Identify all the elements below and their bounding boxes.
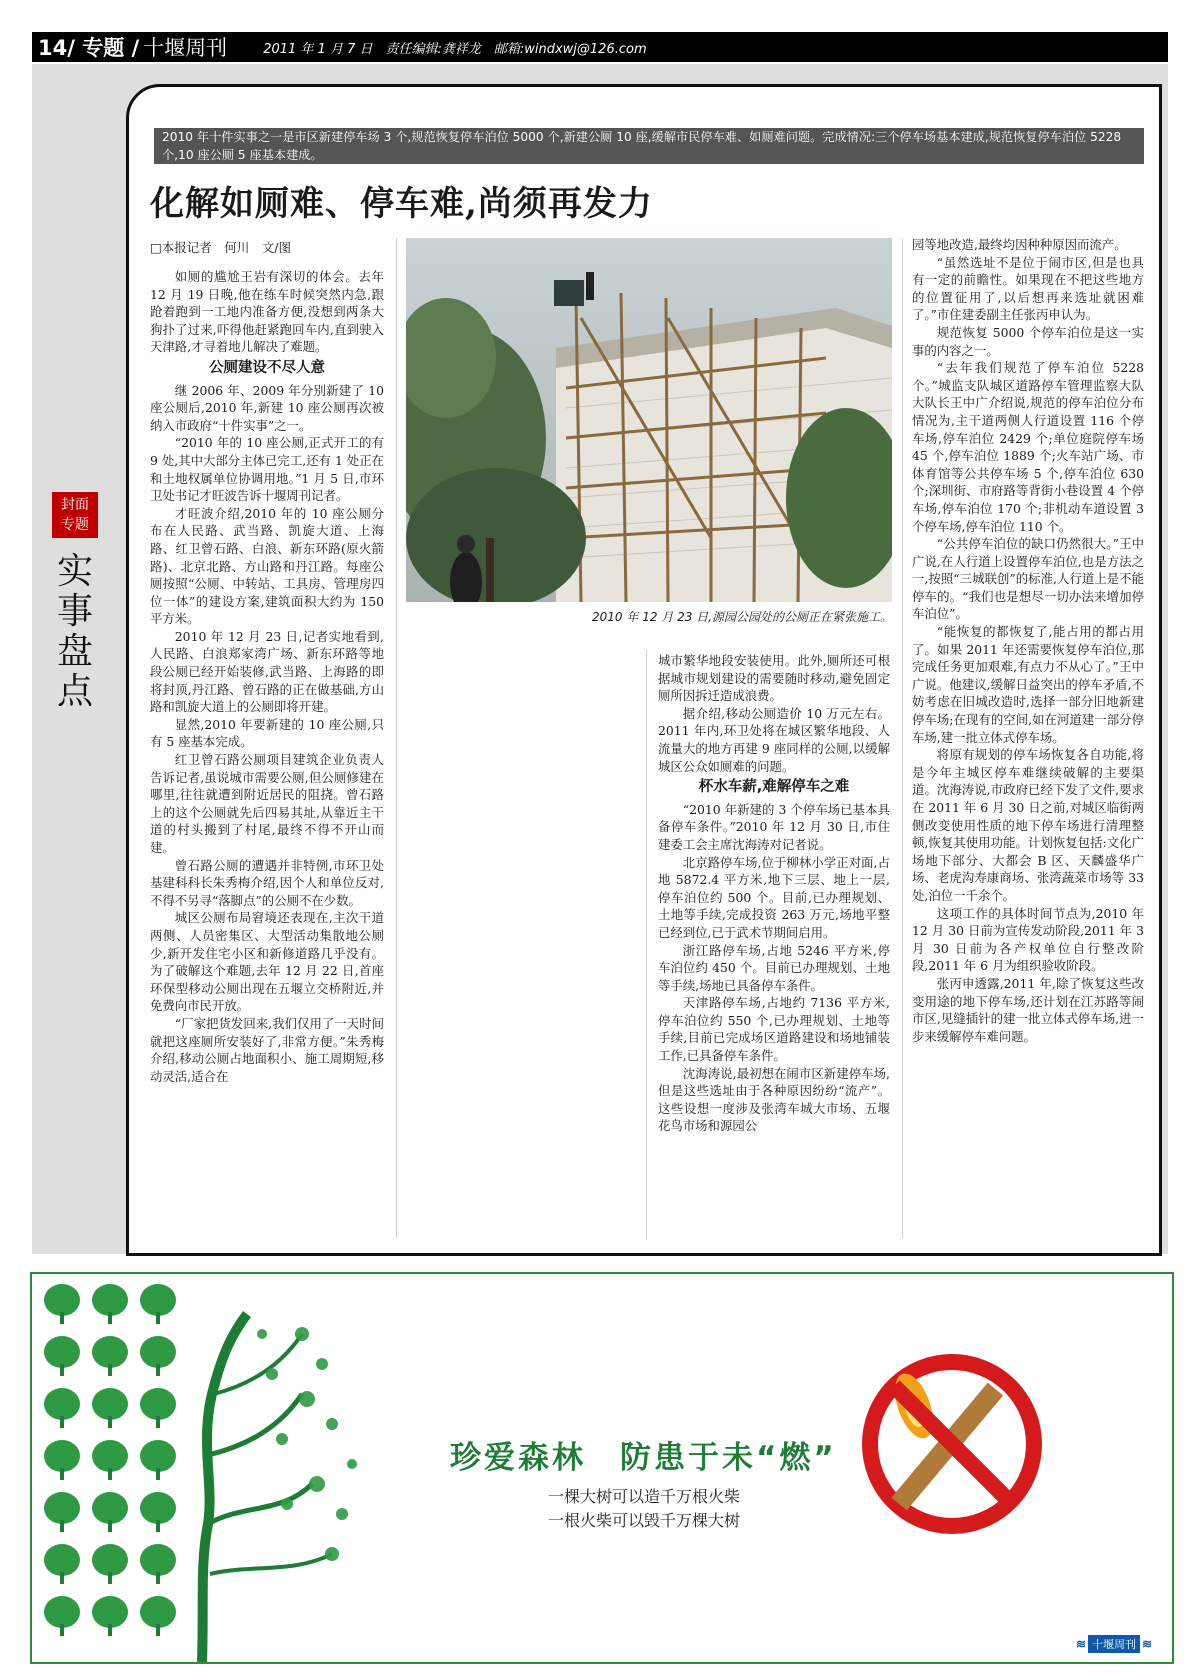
paragraph: 继 2006 年、2009 年分别新建了 10 座公厕后,2010 年,新建 10 座公厕再次被纳入市政府“十件实事”之一。: [150, 382, 384, 433]
construction-photo: [406, 238, 892, 602]
paragraph: “2010 年的 10 座公厕,正式开工的有 9 处,其中大部分主体已完工,还有 1 处正在和土地权属单位协调用地。”1 月 5 日,市环卫处书记才旺波告诉十堰周刊记者。: [150, 435, 384, 504]
paragraph: 红卫曾石路公厕项目建筑企业负责人告诉记者,虽说城市需要公厕,但公厕修建在哪里,往往就遭到附近居民的阻挠。曾石路上的这个公厕就先后四易其址,从靠近主干道的村头搬到了村尾,最终不得不开山而建。: [150, 752, 384, 855]
paragraph: 北京路停车场,位于柳林小学正对面,占地 5872.4 平方米,地下三层、地上一层,停车泊位约 500 个。目前,已办理规划、土地等手续,完成投资 263 万元,场地平整已经到位,已于武术节期间启用。: [658, 854, 890, 940]
ad-line-1: 一棵大树可以造千万根火柴: [548, 1487, 741, 1506]
small-tree-icon: [140, 1388, 176, 1428]
small-tree-icon: [44, 1336, 80, 1376]
column-rule: [902, 238, 903, 1238]
small-tree-icon: [140, 1284, 176, 1324]
small-tree-icon: [140, 1440, 176, 1480]
small-tree-icon: [92, 1596, 128, 1636]
paragraph: “2010 年新建的 3 个停车场已基本具备停车条件。”2010 年 12 月 30 日,市住建委工会主席沈海涛对记者说。: [658, 801, 890, 852]
paragraph: 据介绍,移动公厕造价 10 万元左右。2011 年内,环卫处将在城区繁华地段、人流量大的地方再建 9 座同样的公厕,以缓解城区公众如厕难的问题。: [658, 705, 890, 774]
small-tree-icon: [92, 1284, 128, 1324]
subhead: 杯水车薪,难解停车之难: [698, 779, 850, 796]
publication-logo: [1074, 1634, 1164, 1654]
badge-line-2: 专题: [61, 517, 89, 533]
small-tree-icon: [44, 1492, 80, 1532]
paragraph: “厂家把货发回来,我们仅用了一天时间就把这座厕所安装好了,非常方便。”朱秀梅介绍,移动公厕占地面积小、施工周期短,移动灵活,适合在: [150, 1015, 384, 1084]
paragraph: 2010 年 12 月 23 日,记者实地看到,人民路、白浪郑家湾广场、新东环路等地段公厕已经开始装修,武当路、上海路的即将封顶,丹江路、曾石路的正在做基础,方山路和凯旋大道上的公厕即将开建。: [150, 628, 384, 715]
headline: 化解如厕难、停车难,尚须再发力: [150, 184, 653, 224]
section-badge: [52, 492, 98, 538]
paragraph: 张丙申透露,2011 年,除了恢复这些改变用途的地下停车场,还计划在江苏路等闹市区,见缝插针的建一批立体式停车场,进一步来缓解停车难问题。: [912, 975, 1144, 1044]
text-column-2: [658, 652, 890, 1240]
paragraph: 天津路停车场,占地约 7136 平方米,停车泊位约 550 个,已办理规划、土地等手续,目前已完成场区道路建设和场地铺装工作,已具备停车条件。: [658, 995, 890, 1064]
small-tree-icon: [140, 1544, 176, 1584]
section-title-vertical: 实事盘点: [56, 551, 93, 712]
logo-text: 十堰周刊: [1088, 1635, 1140, 1653]
small-tree-icon: [44, 1388, 80, 1428]
paragraph: 浙江路停车场,占地 5246 平方米,停车泊位约 450 个。目前已办理规划、土地等手续,场地已具备停车条件。: [658, 942, 890, 993]
summary-box: 2010 年十件实事之一是市区新建停车场 3 个,规范恢复停车泊位 5000 个,新建公厕 10 座,缓解市民停车难、如厕难问题。完成情况:三个停车场基本建成,规范恢复停车泊位 5228 个,10 座公厕 5 座基本建成。: [154, 128, 1144, 164]
paragraph: 才旺波介绍,2010 年的 10 座公厕分布在人民路、武当路、凯旋大道、上海路、红卫曾石路、白浪、新东环路(原火箭路)、北京北路、方山路和丹江路。每座公厕按照“公厕、中转站、工具房、管理房四位一体”的建设方案,建筑面积大约为 150 平方米。: [150, 505, 384, 627]
small-tree-icon: [140, 1492, 176, 1532]
paragraph: “去年我们规范了停车泊位 5228 个。”城监支队城区道路停车管理监察大队大队长王中广介绍说,规范的停车泊位分布情况为,主干道两侧人行道设置 116 个停车场,停车泊位 2429 个;单位庭院停车场 45 个,停车泊位 1889 个;火车站广场、市体育馆等公共停车场 5 个,停车泊位 630 个;深圳街、市府路等背街小巷设置 4 个停车场,停车泊位 170 个;非机动车道设置 3 个停车场,停车泊位 110 个。: [912, 360, 1144, 534]
column-rule: [646, 650, 647, 1240]
small-tree-icon: [44, 1544, 80, 1584]
byline: □本报记者 何川 文/图: [150, 240, 292, 255]
logo-mark-left: ≋: [1076, 1637, 1087, 1651]
paragraph: 城市繁华地段安装使用。此外,厕所还可根据城市规划建设的需要随时移动,避免固定厕所因拆迁造成浪费。: [658, 653, 890, 704]
text-column-1: [150, 268, 384, 1236]
column-rule: [396, 238, 397, 1238]
header-meta: 2011 年 1 月 7 日 责任编辑:龚祥龙 邮箱:windxwj@126.com: [263, 41, 647, 57]
page-number: 14/ 专题 /: [38, 36, 140, 60]
paragraph: 这项工作的具体时间节点为,2010 年 12 月 30 日前为宣传发动阶段,2011 年 3 月 30 日前为各产权单位自行整改阶段,2011 年 6 月为组织验收阶段。: [912, 905, 1144, 974]
paragraph: 曾石路公厕的遭遇并非特例,市环卫处基建科科长朱秀梅介绍,因个人和单位反对,不得不另寻“落脚点”的公厕不在少数。: [150, 857, 384, 908]
small-tree-icon: [92, 1492, 128, 1532]
small-tree-icon: [140, 1596, 176, 1636]
ad-line-2: 一根火柴可以毁千万棵大树: [548, 1511, 741, 1530]
badge-line-1: 封面: [61, 497, 89, 513]
paragraph: 将原有规划的停车场恢复各自功能,将是今年主城区停车难继续破解的主要渠道。沈海涛说,市政府已经下发了文件,要求在 2011 年 6 月 30 日之前,对城区临街两侧改变使用性质的地下停车场进行清理整顿,恢复其使用功能。计划恢复包括:文化广场地下部分、大都会 B 区、天麟盛华广场、老虎沟寿康商场、张湾蔬菜市场等 33 处,泊位一千余个。: [912, 747, 1144, 903]
paragraph: “能恢复的都恢复了,能占用的都占用了。如果 2011 年还需要恢复停车泊位,那完成任务更加艰难,有点力不从心了。”王中广说。他建议,缓解日益突出的停车矛盾,不妨考虑在旧城改造时,选择一部分旧地新建停车场;在现有的空间,如在河道建一部分停车场,建一批立体式停车场。: [912, 624, 1144, 745]
paragraph: 城区公厕布局窘境还表现在,主次干道两侧、人员密集区、大型活动集散地公厕少,新开发住宅小区和新修道路几乎没有。为了破解这个难题,去年 12 月 22 日,首座环保型移动公厕出现在五堰立交桥附近,并免费向市民开放。: [150, 910, 384, 1014]
paragraph: “虽然选址不是位于闹市区,但是也具有一定的前瞻性。如果现在不把这些地方的位置征用了,以后想再来选址就困难了。”市住建委副主任张丙申认为。: [912, 254, 1144, 323]
scaffold-building-image: [406, 238, 892, 602]
text-column-3: [912, 236, 1144, 1236]
small-tree-icon: [140, 1336, 176, 1376]
small-tree-icon: [44, 1440, 80, 1480]
small-tree-icon: [92, 1544, 128, 1584]
no-match-sign: [870, 1362, 1034, 1526]
photo-caption: 2010 年 12 月 23 日,源园公园处的公厕正在紧张施工。: [592, 610, 892, 624]
logo-mark-right: ≋: [1142, 1637, 1153, 1651]
publication-name: 十堰周刊: [143, 36, 228, 60]
paragraph: “公共停车泊位的缺口仍然很大。”王中广说,在人行道上设置停车泊位,也是方法之一,按照“三城联创”的标准,人行道上是不能停车的。“我们也是想尽一切办法来增加停车泊位”。: [912, 536, 1144, 622]
small-tree-icon: [92, 1440, 128, 1480]
small-tree-icon: [44, 1596, 80, 1636]
subhead: 公厕建设不尽人意: [209, 359, 325, 376]
paragraph: 规范恢复 5000 个停车泊位是这一实事的内容之一。: [912, 324, 1144, 358]
small-tree-icon: [92, 1336, 128, 1376]
page-header: [32, 32, 1168, 62]
paragraph: 沈海涛说,最初想在闹市区新建停车场,但是这些选址由于各种原因纷纷“流产”。这些设想一度涉及张湾车城大市场、五堰花鸟市场和源园公: [658, 1065, 890, 1134]
small-tree-icon: [92, 1388, 128, 1428]
ad-title: 珍爱森林 防患于未“燃”: [450, 1440, 837, 1476]
paragraph: 如厕的尴尬王岩有深切的体会。去年 12 月 19 日晚,他在练车时候突然内急,跟跄着跑到一工地内准备方便,没想到两条大狗扑了过来,吓得他赶紧跑回车内,直到驶入天津路,才寻着地儿解决了难题。: [150, 269, 384, 355]
paragraph: 显然,2010 年要新建的 10 座公厕,只有 5 座基本完成。: [150, 716, 384, 750]
paragraph: 园等地改造,最终均因种种原因而流产。: [912, 237, 1127, 252]
small-tree-icon: [44, 1284, 80, 1324]
